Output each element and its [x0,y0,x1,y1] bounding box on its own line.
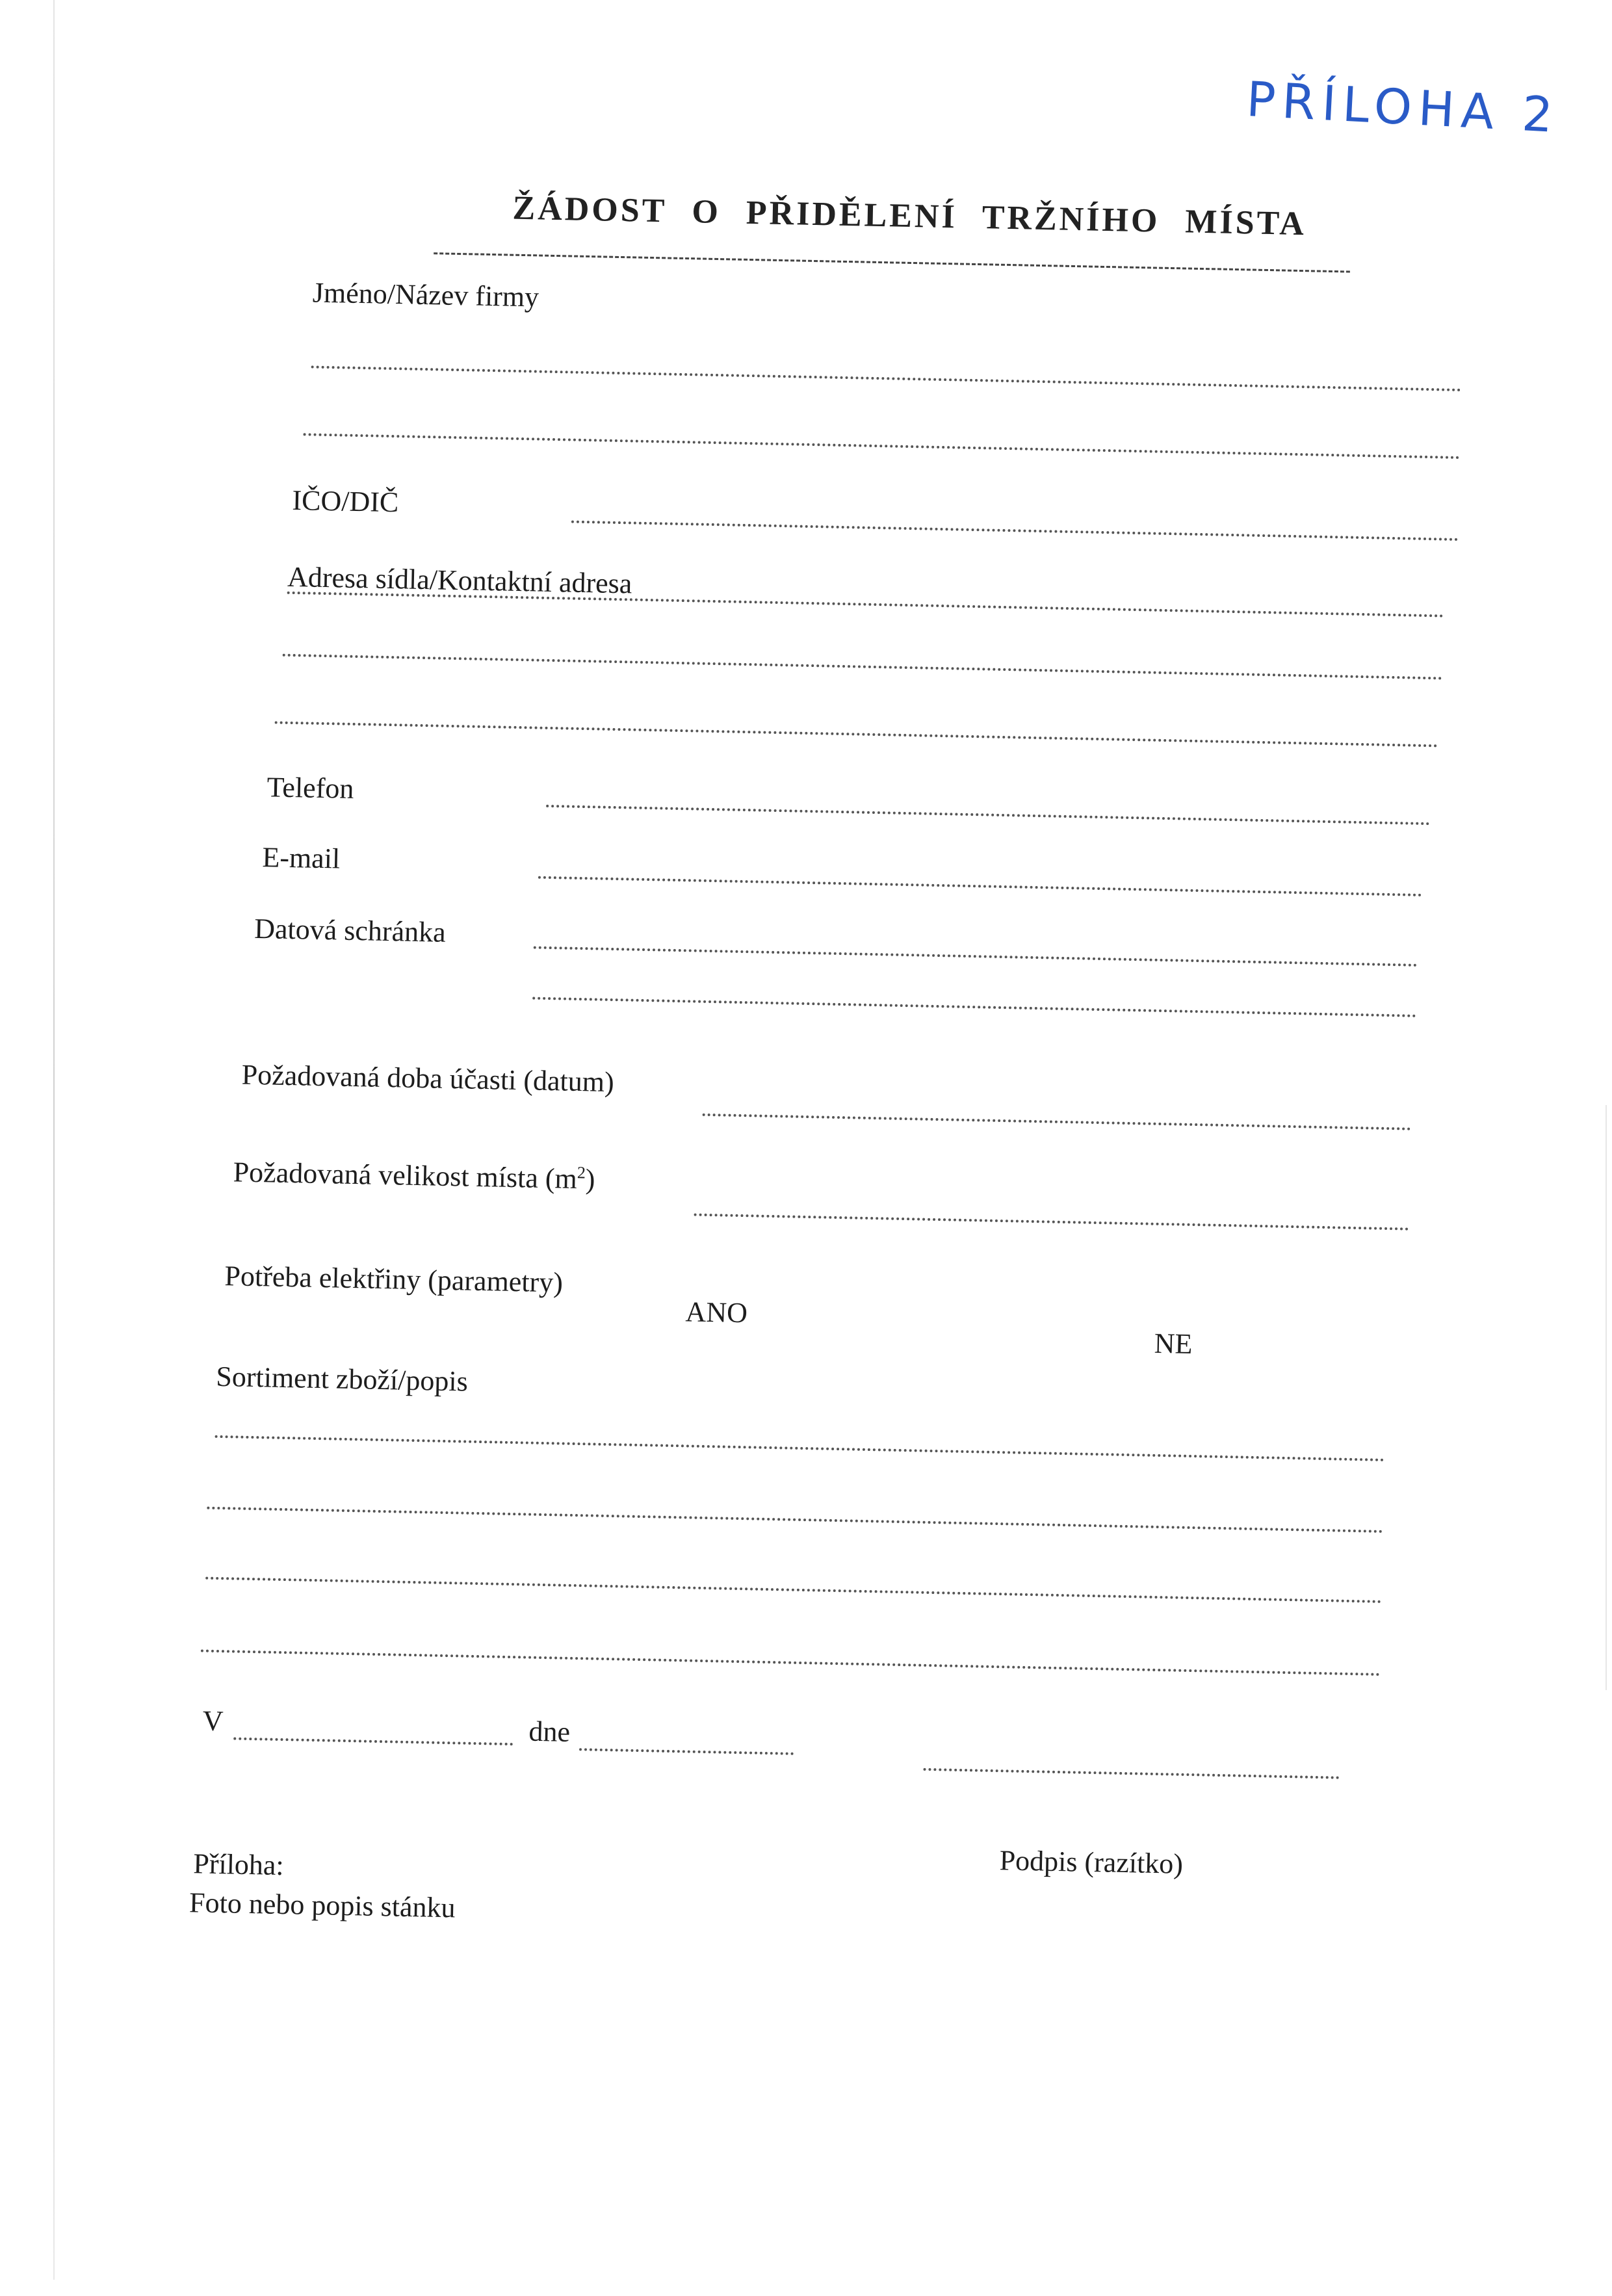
email-label: E-mail [261,841,341,875]
assortment-line-4[interactable] [201,1649,1381,1675]
name-label: Jméno/Název firmy [312,276,540,313]
place-label: V [202,1704,224,1738]
phone-label: Telefon [266,771,354,805]
address-label: Adresa sídla/Kontaktní adresa [287,560,632,600]
size-label-close: ) [585,1163,595,1195]
signature-line[interactable] [923,1768,1339,1779]
period-line[interactable] [703,1114,1411,1130]
data-box-line-2[interactable] [532,997,1416,1017]
size-line[interactable] [694,1214,1409,1231]
name-line-2[interactable] [304,433,1461,459]
size-label [233,1155,595,1195]
attachment-label: Příloha: [192,1847,285,1882]
place-line[interactable] [233,1738,513,1746]
address-line-3[interactable] [275,721,1438,747]
date-label: dne [528,1715,571,1748]
ico-dic-line[interactable] [571,521,1459,541]
address-line-2[interactable] [283,654,1443,680]
email-line[interactable] [538,876,1422,896]
title-underline [434,252,1350,272]
assortment-line-1[interactable] [215,1435,1385,1461]
form-title: ŽÁDOST O PŘIDĚLENÍ TRŽNÍHO MÍSTA [512,189,1307,243]
address-line-1[interactable] [287,592,1444,618]
electricity-yes-option[interactable]: ANO [685,1296,748,1329]
date-line[interactable] [579,1748,794,1755]
assortment-label: Sortiment zboží/popis [215,1360,469,1398]
electricity-label: Potřeba elektřiny (parametry) [224,1260,564,1299]
electricity-no-option[interactable]: NE [1154,1327,1193,1360]
assortment-line-2[interactable] [207,1507,1383,1533]
assortment-line-3[interactable] [205,1577,1382,1603]
attachment-text: Foto nebo popis stánku [188,1886,456,1924]
signature-label: Podpis (razítko) [999,1844,1184,1880]
period-label: Požadovaná doba účasti (datum) [241,1058,615,1099]
ico-dic-label: IČO/DIČ [292,484,399,519]
phone-line[interactable] [546,805,1430,825]
handwritten-annotation: PŘÍLOHA 2 [1245,72,1561,144]
data-box-label: Datová schránka [254,912,447,948]
name-line-1[interactable] [311,365,1462,391]
size-label-superscript: 2 [577,1163,586,1182]
size-label-text: Požadovaná velikost místa (m [233,1156,578,1195]
data-box-line-1[interactable] [534,946,1418,967]
